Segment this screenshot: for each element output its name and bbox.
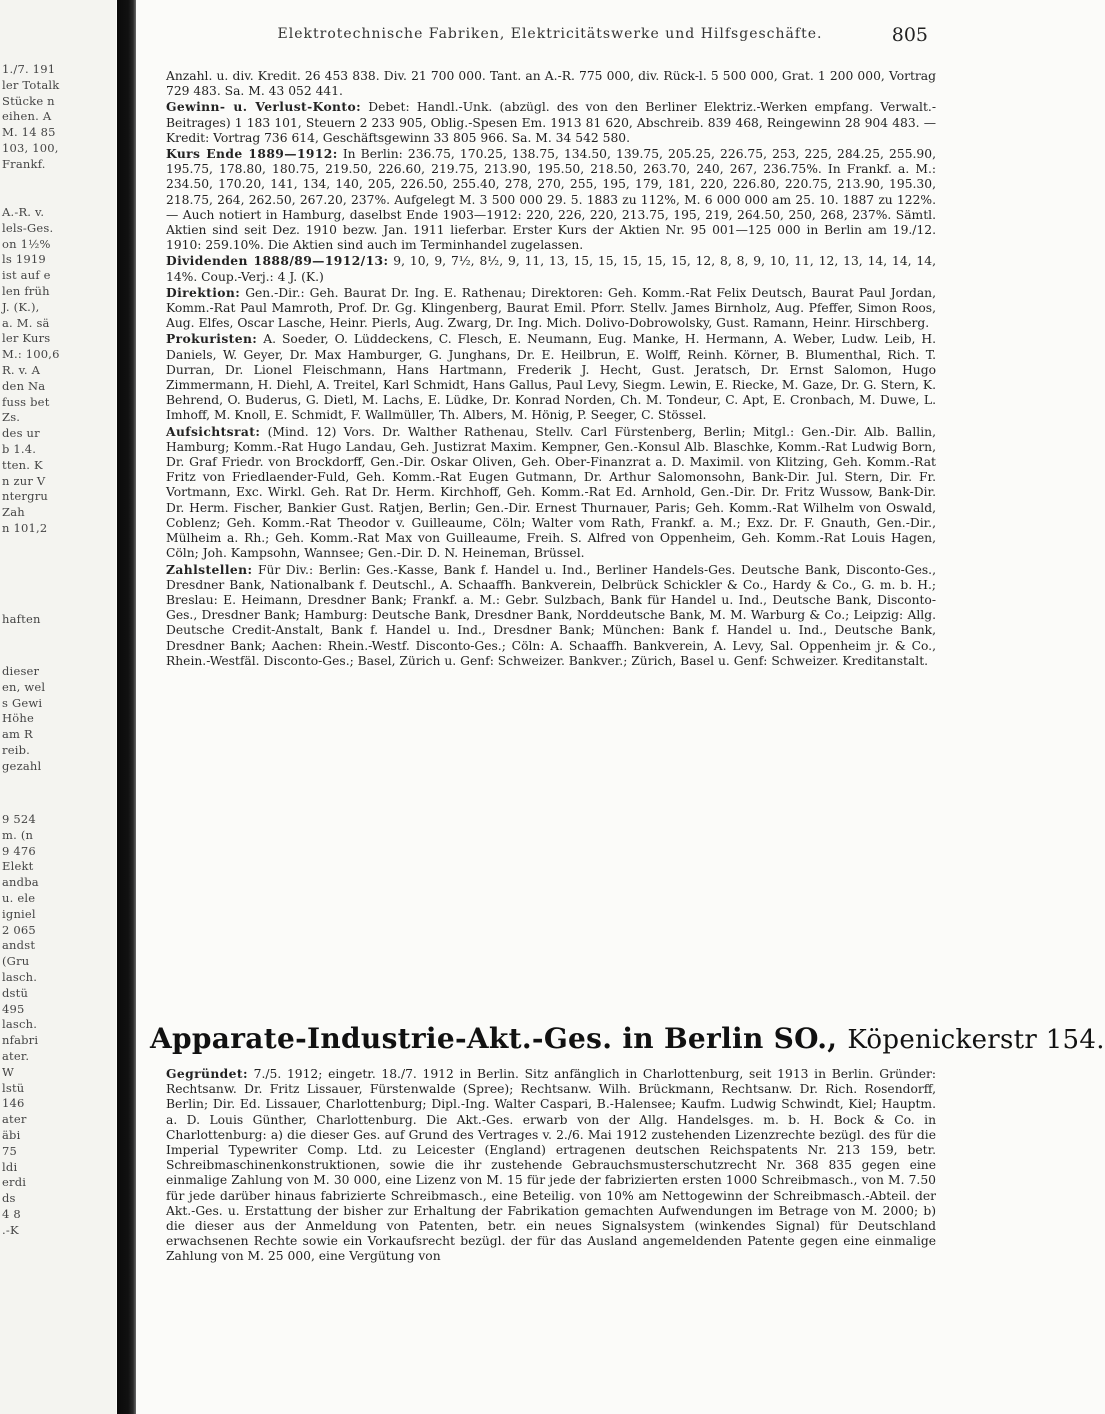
company-heading: Apparate-Industrie-Akt.-Ges. in Berlin SO., Köpenickerstr 154. [150, 1022, 1105, 1055]
fragment-line: 495 [2, 1001, 25, 1016]
fragment-line: Zs. [2, 410, 21, 425]
fragment-line: 4 8 [2, 1207, 21, 1221]
fragment-line: .-K [2, 1222, 19, 1237]
adjacent-page-fragment [0, 0, 116, 1414]
fragment-line: (Gru [2, 954, 30, 969]
fragment-line: b 1.4. [2, 442, 37, 456]
fragment-line: tten. K [2, 457, 43, 472]
fragment-line: erdi [2, 1175, 27, 1190]
fragment-line: lstü [2, 1080, 25, 1095]
fragment-line: en, wel [2, 679, 46, 694]
fragment-line: andba [2, 875, 39, 890]
fragment-line: ntergru [2, 489, 48, 504]
paying-agents: Zahlstellen: Für Div.: Berlin: Ges.-Kasse, Bank f. Handel u. Ind., Berliner Handels-Ges. Deutsche Bank, Disconto-Ges., Dresdner Bank, Nationalbank f. Deutschl., A. Schaaffh. Bankverein, Delbrück Schickler & Co., Hardy & Co., G. m. b. H.; Breslau: E. Heimann, Dresdner Bank; Frankf. a. M.: Gebr. Sulzbach, Bank für Handel u. Ind., Deutsche Bank, Disconto-Ges., Dresdner Bank; Hamburg: Deutsche Bank, Dresdner Bank, Norddeutsche Bank, M. M. Warburg & Co.; Leipzig: Allg. Deutsche Credit-Anstalt, Bank f. Handel u. Ind., Dresdner Bank; München: Bank f. Handel u. Ind., Deutsche Bank, Dresdner Bank; Aachen: Rhein.-Westf. Disconto-Ges.; Cöln: A. Schaaffh. Bankverein, A. Levy, Sal. Oppenheim jr. & Co., Rhein.-Westfäl. Disconto-Ges.; Basel, Zürich u. Genf: Schweizer. Bankver.; Zürich, Basel u. Genf: Schweizer. Kreditanstalt. [166, 561, 936, 668]
fragment-line: ls 1919 [2, 252, 46, 267]
book-binding [117, 0, 136, 1414]
fragment-line: 103, 100, [2, 141, 59, 155]
fragment-line: n 101,2 [2, 521, 48, 535]
fragment-line: m. (n [2, 827, 34, 842]
fragment-line: Höhe [2, 711, 34, 726]
fragment-line: M. 14 85 [2, 125, 56, 140]
aeg-company-entry [166, 68, 936, 669]
founding-details: Gegründet: 7./5. 1912; eingetr. 18./7. 1912 in Berlin. Sitz anfänglich in Charlottenburg, seit 1913 in Berlin. Gründer: Rechtsanw. Dr. Fritz Lissauer, Fürstenwalde (Spree); Rechtsanw. Wilh. Brückmann, Rechtsanw. Dr. Rich. Rosendorff, Berlin; Dir. Ed. Lissauer, Charlottenburg; Dipl.-Ing. Walter Caspari, B.-Halensee; Kaufm. Ludwig Schwindt, Kiel; Hauptm. a. D. Louis Günther, Charlottenburg. Die Akt.-Ges. erwarb von der Allg. Handelsges. m. b. H. Bock & Co. in Charlottenburg: a) die dieser Ges. auf Grund des Vertrages v. 2./6. Mai 1912 zustehenden Lizenzrechte bezügl. des für die Imperial Typewriter Comp. Ltd. zu Leicester (England) ertragenen deutschen Reichspatents Nr. 213 159, betr. Schreibmaschinenkonstruktionen, sowie die ihr zustehende Gebrauchsmusterschutzrecht Nr. 368 835 gegen eine einmalige Zahlung von M. 30 000, eine Lizenz von M. 15 für jede der fabrizierten ersten 1000 Schreibmasch., von M. 7.50 für jede darüber hinaus fabrizierte Schreibmasch., eine Beteilig. von 10% am Nettogewinn der Schreibmasch.-Abteil. der Akt.-Ges. u. Erstattung der bisher zur Erhaltung der Fabrikation gemachten Aufwendungen im Betrage von M. 2000; b) die dieser aus der Anmeldung von Patenten, betr. ein neues Signalsystem (winkendes Signal) für Deutschland erwachsenen Rechte sowie ein Vorkaufsrecht bezügl. der für das Ausland angemeldenden Patente gegen eine einmalige Zahlung von M. 25 000, eine Vergütung von [166, 1066, 936, 1264]
fragment-line: äbi [2, 1128, 21, 1142]
fragment-line: lasch. [2, 1017, 38, 1032]
dividends: Dividenden 1888/89—1912/13: 9, 10, 9, 7½, 8½, 9, 11, 13, 15, 15, 15, 15, 15, 12, 8, 8, 9, 10, 11, 12, 13, 14, 14, 14, 14%. Coup.-Verj.: 4 J. (K.) [166, 253, 936, 284]
fragment-line: eihen. A [2, 109, 52, 124]
fragment-line: on 1½% [2, 236, 51, 251]
fragment-line: s Gewi [2, 695, 43, 710]
fragment-line: len früh [2, 284, 50, 298]
fragment-line: haften [2, 612, 41, 626]
fragment-line: n zur V [2, 473, 46, 488]
fragment-line: dieser [2, 664, 40, 678]
fragment-line: 1./7. 191 [2, 62, 56, 76]
fragment-line: Elekt [2, 859, 34, 874]
fragment-line: u. ele [2, 891, 36, 905]
fragment-line: 2 065 [2, 922, 36, 937]
balance-sheet-continuation: Anzahl. u. div. Kredit. 26 453 838. Div. 21 700 000. Tant. an A.-R. 775 000, div. Rück-l. 5 500 000, Grat. 1 200 000, Vortrag 729 483. Sa. M. 43 052 441. [166, 69, 936, 99]
fragment-line: J. (K.), [2, 299, 40, 314]
fragment-line: ist auf e [2, 268, 51, 283]
fragment-line: R. v. A [2, 363, 41, 377]
share-price-history: Kurs Ende 1889—1912: In Berlin: 236.75, 170.25, 138.75, 134.50, 139.75, 205.25, 226.75, 253, 225, 284.25, 255.90, 195.75, 178.80, 180.75, 219.50, 226.60, 219.75, 213.90, 195.50, 218.50, 263.70, 240, 267, 236.75%. In Frankf. a. M.: 234.50, 170.20, 141, 134, 140, 205, 226.50, 255.40, 278, 270, 255, 195, 179, 181, 220, 226.80, 220.75, 213.90, 195.30, 218.75, 264, 262.50, 267.20, 237%. Aufgelegt M. 3 500 000 29. 5. 1883 zu 112%, M. 6 000 000 am 25. 10. 1887 zu 122%. — Auch notiert in Hamburg, daselbst Ende 1903—1912: 220, 226, 220, 213.75, 195, 219, 264.50, 250, 268, 237%. Sämtl. Aktien sind seit Dez. 1910 bezw. Jan. 1911 lieferbar. Erster Kurs der Aktien Nr. 95 001—125 000 in Berlin am 19./12. 1910: 259.10%. Die Aktien sind auch im Terminhandel zugelassen. [166, 146, 936, 253]
fragment-line: reib. [2, 743, 30, 757]
fragment-line: ldi [2, 1159, 18, 1174]
fragment-line: lasch. [2, 970, 38, 984]
fragment-line: Stücke n [2, 93, 55, 108]
authorized-signatories: Prokuristen: A. Soeder, O. Lüddeckens, C. Flesch, E. Neumann, Eug. Manke, H. Hermann, A. Weber, Ludw. Leib, H. Daniels, W. Geyer, Dr. Max Hamburger, G. Junghans, Dr. E. Heilbrun, E. Wolff, Reinh. Körner, B. Blumenthal, Rich. T. Durran, Dr. Lionel Fleischmann, Hans Hartmann, Frederik J. Hecht, Gust. Jeratsch, Dr. Ernst Salomon, Hugo Zimmermann, H. Diehl, A. Treitel, Karl Schmidt, Hans Gallus, Paul Levy, Siegm. Lewin, E. Riecke, M. Gaze, Dr. G. Stern, K. Behrend, O. Buderus, G. Dietl, M. Lachs, E. Lüdke, Dr. Konrad Norden, Ch. M. Tondeur, C. Apt, E. Cronbach, M. Duwe, L. Imhoff, M. Knoll, E. Schmidt, F. Wallmüller, Th. Albers, M. Hönig, P. Seeger, C. Stössel. [166, 331, 937, 423]
fragment-line: a. M. sä [2, 315, 50, 330]
profit-loss-account: Gewinn- u. Verlust-Konto: Debet: Handl.-Unk. (abzügl. des von den Berliner Elektriz.-Werken empfang. Verwalt.-Beitrages) 1 183 101, Steuern 2 233 905, Oblig.-Spesen Em. 1913 81 620, Abschreib. 839 468, Reingewinn 28 904 483. — Kredit: Vortrag 736 614, Geschäftsgewinn 33 805 966. Sa. M. 34 542 580. [166, 99, 936, 145]
fragment-line: ds [2, 1191, 16, 1206]
fragment-line: des ur [2, 426, 40, 441]
fragment-line: ater [2, 1112, 27, 1127]
fragment-line: dstü [2, 985, 29, 1000]
fragment-line: M.: 100,6 [2, 347, 60, 362]
fragment-line: nfabri [2, 1033, 39, 1048]
fragment-line: andst [2, 938, 36, 953]
management-board: Direktion: Gen.-Dir.: Geh. Baurat Dr. Ing. E. Rathenau; Direktoren: Geh. Komm.-Rat Felix Deutsch, Baurat Paul Jordan, Komm.-Rat Paul Mamroth, Prof. Dr. Gg. Klingenberg, Baurat Emil. Pforr. Stellv. James Birnholz, Aug. Pfeffer, Simon Roos, Aug. Elfes, Oscar Lasche, Heinr. Pierls, Aug. Zwarg, Dr. Ing. Mich. Dolivo-Dobrowolsky, Gust. Ramann, Heinr. Hirschberg. [166, 284, 936, 331]
fragment-line: ater. [2, 1049, 30, 1063]
fragment-line: gezahl [2, 758, 42, 773]
running-header: Elektrotechnische Fabriken, Elektricitätswerke und Hilfsgeschäfte. [277, 26, 823, 42]
fragment-line: ler Kurs [2, 331, 51, 346]
fragment-line: fuss bet [2, 394, 50, 409]
fragment-line: am R [2, 727, 33, 742]
fragment-line: igniel [2, 906, 36, 921]
apparate-industrie-entry [166, 1066, 936, 1265]
supervisory-board: Aufsichtsrat: (Mind. 12) Vors. Dr. Walther Rathenau, Stellv. Carl Fürstenberg, Berlin; Mitgl.: Gen.-Dir. Alb. Ballin, Hamburg; Komm.-Rat Hugo Landau, Geh. Justizrat Maxim. Kempner, Gen.-Konsul Alb. Blaschke, Komm.-Rat Ludwig Born, Dr. Graf Friedr. von Brockdorff, Gen.-Dir. Oskar Oliven, Geh. Ober-Finanzrat a. D. Maximil. von Klitzing, Geh. Komm.-Rat Fritz von Friedlaender-Fuld, Geh. Komm.-Rat Eugen Gutmann, Dr. Arthur Salomonsohn, Bank-Dir. Jul. Stern, Dir. Fr. Vortmann, Exc. Wirkl. Geh. Rat Dr. Herm. Kirchhoff, Geh. Komm.-Rat Ed. Arnhold, Gen.-Dir. Dr. Fritz Wussow, Bank-Dir. Dr. Herm. Fischer, Bankier Gust. Ratjen, Berlin; Gen.-Dir. Ernest Thurnauer, Paris; Geh. Komm.-Rat Wilhelm von Oswald, Coblenz; Geh. Komm.-Rat Theodor v. Guilleaume, Cöln; Walter vom Rath, Frankf. a. M.; Exz. Dr. F. Gnauth, Gen.-Dir., Mülheim a. Rh.; Geh. Komm.-Rat Max von Guilleaume, Freih. S. Alfred von Oppenheim, Geh. Komm.-Rat Louis Hagen, Cöln; Joh. Kampsohn, Wannsee; Gen.-Dir. D. N. Heineman, Brüssel. [166, 423, 937, 561]
fragment-line: lels-Ges. [2, 220, 54, 235]
fragment-line: 146 [2, 1096, 25, 1111]
fragment-line: ler Totalk [2, 77, 60, 92]
fragment-line: den Na [2, 378, 46, 393]
fragment-line: Zah [2, 505, 25, 520]
page-number: 805 [891, 24, 928, 46]
fragment-line: A.-R. v. [2, 205, 45, 219]
fragment-line: W [2, 1064, 15, 1079]
fragment-line: 9 476 [2, 843, 36, 858]
document-page [150, 0, 1105, 1414]
fragment-line: Frankf. [2, 156, 46, 171]
fragment-line: 9 524 [2, 812, 36, 826]
fragment-line: 75 [2, 1143, 18, 1158]
